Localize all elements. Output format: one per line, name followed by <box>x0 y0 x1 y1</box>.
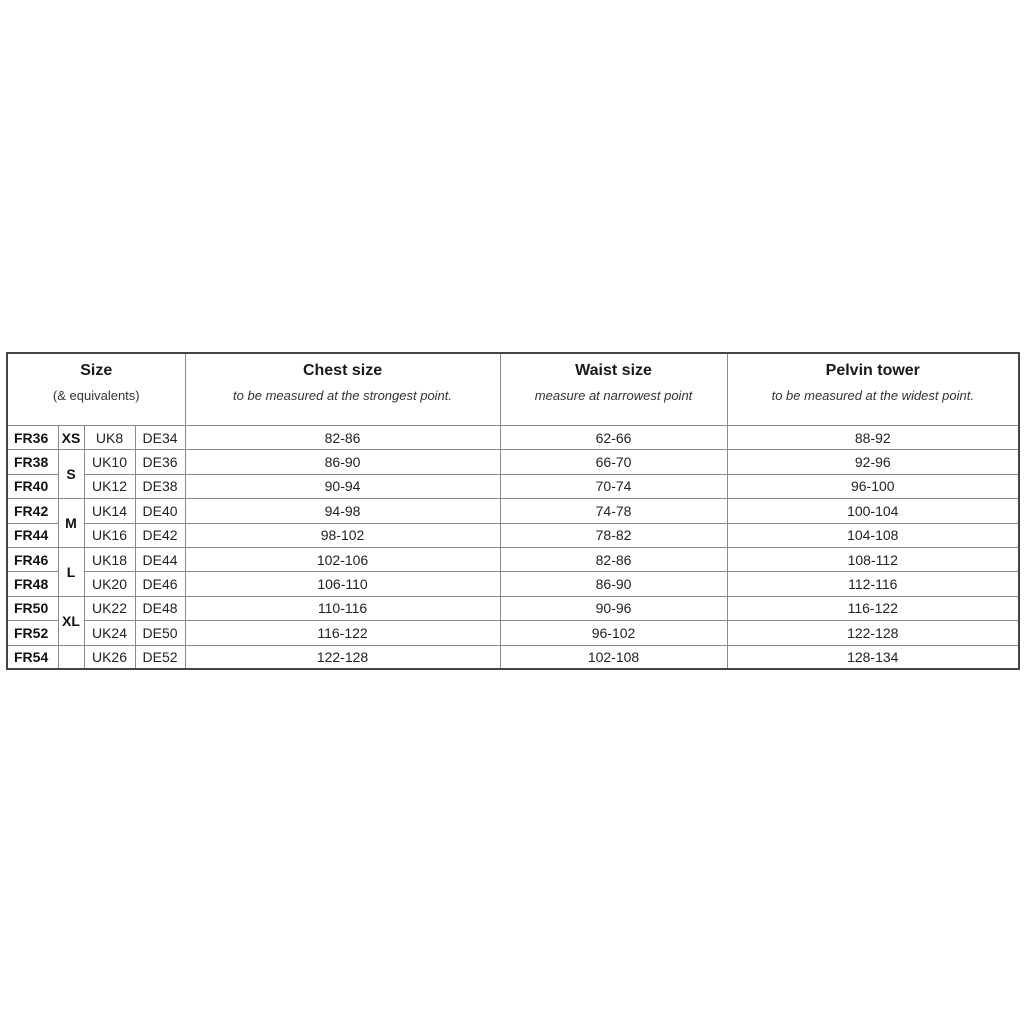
fr-size-cell: FR54 <box>7 645 58 669</box>
de-size-cell: DE36 <box>135 450 185 474</box>
letter-size-cell: L <box>58 547 84 596</box>
fr-size-cell: FR46 <box>7 547 58 571</box>
fr-size-cell: FR52 <box>7 621 58 645</box>
waist-cell: 90-96 <box>500 596 727 620</box>
de-size-cell: DE48 <box>135 596 185 620</box>
chest-header-subtitle: to be measured at the strongest point. <box>233 388 453 403</box>
uk-size-cell: UK12 <box>84 474 135 498</box>
waist-header-subtitle: measure at narrowest point <box>534 388 693 403</box>
pelvin-cell: 108-112 <box>727 547 1019 571</box>
fr-size-cell: FR38 <box>7 450 58 474</box>
uk-size-cell: UK26 <box>84 645 135 669</box>
size-header-title: Size <box>80 362 113 379</box>
de-size-cell: DE42 <box>135 523 185 547</box>
table-row <box>7 596 1019 620</box>
de-size-cell: DE50 <box>135 621 185 645</box>
chest-cell: 106-110 <box>185 572 500 596</box>
chest-header <box>185 353 500 426</box>
de-size-cell: DE40 <box>135 499 185 523</box>
waist-cell: 70-74 <box>500 474 727 498</box>
pelvin-cell: 112-116 <box>727 572 1019 596</box>
chest-cell: 86-90 <box>185 450 500 474</box>
table-row <box>7 474 1019 498</box>
pelvin-header-subtitle: to be measured at the widest point. <box>771 388 974 403</box>
pelvin-header <box>727 353 1019 426</box>
uk-size-cell: UK24 <box>84 621 135 645</box>
uk-size-cell: UK18 <box>84 547 135 571</box>
uk-size-cell: UK16 <box>84 523 135 547</box>
pelvin-cell: 100-104 <box>727 499 1019 523</box>
pelvin-header-title: Pelvin tower <box>825 362 920 379</box>
header-row <box>7 353 1019 426</box>
chest-cell: 122-128 <box>185 645 500 669</box>
size-header-subtitle: (& equivalents) <box>52 388 140 403</box>
chest-cell: 90-94 <box>185 474 500 498</box>
letter-size-cell <box>58 645 84 669</box>
fr-size-cell: FR44 <box>7 523 58 547</box>
fr-size-cell: FR40 <box>7 474 58 498</box>
fr-size-cell: FR42 <box>7 499 58 523</box>
chest-cell: 110-116 <box>185 596 500 620</box>
fr-size-cell: FR48 <box>7 572 58 596</box>
table-row <box>7 547 1019 571</box>
de-size-cell: DE52 <box>135 645 185 669</box>
waist-cell: 74-78 <box>500 499 727 523</box>
table-row <box>7 499 1019 523</box>
chest-cell: 98-102 <box>185 523 500 547</box>
size-chart-table <box>6 352 1020 670</box>
de-size-cell: DE34 <box>135 426 185 450</box>
fr-size-cell: FR50 <box>7 596 58 620</box>
waist-header <box>500 353 727 426</box>
uk-size-cell: UK14 <box>84 499 135 523</box>
table-row <box>7 621 1019 645</box>
letter-size-cell: XS <box>58 426 84 450</box>
chest-cell: 82-86 <box>185 426 500 450</box>
waist-cell: 86-90 <box>500 572 727 596</box>
waist-cell: 78-82 <box>500 523 727 547</box>
letter-size-cell: M <box>58 499 84 548</box>
pelvin-cell: 104-108 <box>727 523 1019 547</box>
waist-cell: 66-70 <box>500 450 727 474</box>
pelvin-cell: 92-96 <box>727 450 1019 474</box>
fr-size-cell: FR36 <box>7 426 58 450</box>
waist-cell: 96-102 <box>500 621 727 645</box>
pelvin-cell: 122-128 <box>727 621 1019 645</box>
table-row <box>7 523 1019 547</box>
waist-header-title: Waist size <box>575 362 652 379</box>
waist-cell: 82-86 <box>500 547 727 571</box>
pelvin-cell: 96-100 <box>727 474 1019 498</box>
table-row <box>7 426 1019 450</box>
de-size-cell: DE46 <box>135 572 185 596</box>
pelvin-cell: 128-134 <box>727 645 1019 669</box>
uk-size-cell: UK20 <box>84 572 135 596</box>
waist-cell: 102-108 <box>500 645 727 669</box>
table-row <box>7 450 1019 474</box>
de-size-cell: DE44 <box>135 547 185 571</box>
uk-size-cell: UK8 <box>84 426 135 450</box>
letter-size-cell: S <box>58 450 84 499</box>
letter-size-cell: XL <box>58 596 84 645</box>
chest-cell: 102-106 <box>185 547 500 571</box>
pelvin-cell: 116-122 <box>727 596 1019 620</box>
de-size-cell: DE38 <box>135 474 185 498</box>
chest-cell: 94-98 <box>185 499 500 523</box>
size-header <box>7 353 185 426</box>
uk-size-cell: UK22 <box>84 596 135 620</box>
pelvin-cell: 88-92 <box>727 426 1019 450</box>
table-row <box>7 572 1019 596</box>
waist-cell: 62-66 <box>500 426 727 450</box>
uk-size-cell: UK10 <box>84 450 135 474</box>
chest-header-title: Chest size <box>302 362 383 379</box>
chest-cell: 116-122 <box>185 621 500 645</box>
table-row <box>7 645 1019 669</box>
